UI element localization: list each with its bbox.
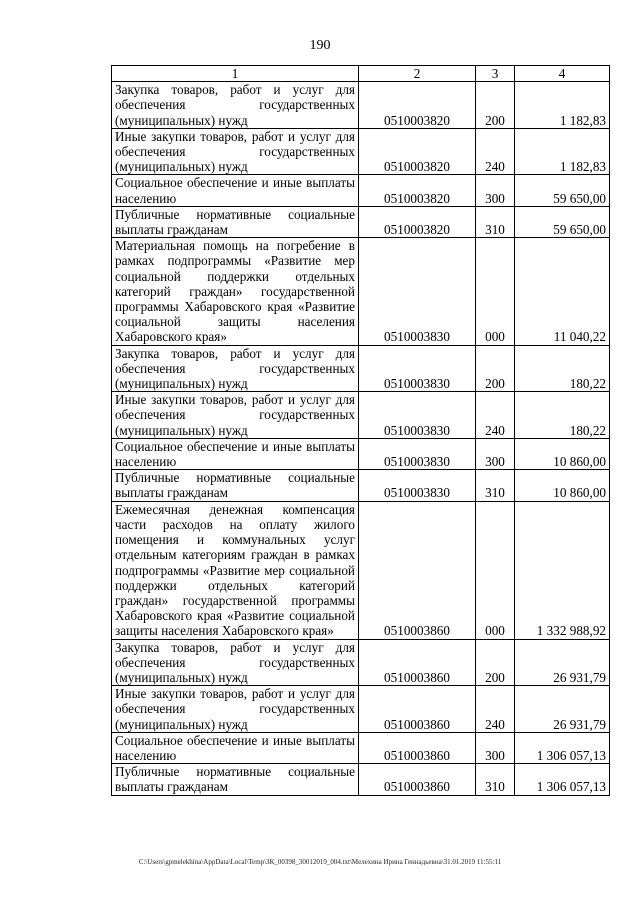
row-amount: 1 306 057,13 xyxy=(515,764,610,795)
budget-table xyxy=(111,65,610,796)
row-target-code: 0510003820 xyxy=(359,128,476,175)
row-amount: 26 931,79 xyxy=(515,686,610,733)
row-target-code: 0510003860 xyxy=(359,686,476,733)
row-expense-type: 000 xyxy=(476,501,515,639)
row-amount: 59 650,00 xyxy=(515,206,610,237)
row-target-code: 0510003860 xyxy=(359,501,476,639)
table-row xyxy=(112,206,610,237)
row-amount: 26 931,79 xyxy=(515,639,610,686)
table-row xyxy=(112,501,610,639)
row-amount: 180,22 xyxy=(515,392,610,439)
table-row xyxy=(112,732,610,763)
row-name: Закупка товаров, работ и услуг для обеспечения государственных (муниципальных) нужд xyxy=(112,82,359,129)
row-amount: 1 332 988,92 xyxy=(515,501,610,639)
row-target-code: 0510003830 xyxy=(359,345,476,392)
row-name: Публичные нормативные социальные выплаты гражданам xyxy=(112,470,359,501)
column-header-1: 1 xyxy=(112,66,359,82)
row-target-code: 0510003830 xyxy=(359,438,476,469)
table-row xyxy=(112,128,610,175)
row-expense-type: 310 xyxy=(476,206,515,237)
row-expense-type: 200 xyxy=(476,82,515,129)
row-name: Иные закупки товаров, работ и услуг для обеспечения государственных (муниципальных) нужд xyxy=(112,392,359,439)
table-row xyxy=(112,470,610,501)
table-row xyxy=(112,392,610,439)
page-number: 190 xyxy=(309,38,331,53)
row-expense-type: 200 xyxy=(476,345,515,392)
row-target-code: 0510003860 xyxy=(359,764,476,795)
table-row xyxy=(112,438,610,469)
row-target-code: 0510003860 xyxy=(359,732,476,763)
row-expense-type: 300 xyxy=(476,732,515,763)
row-amount: 1 306 057,13 xyxy=(515,732,610,763)
row-name: Иные закупки товаров, работ и услуг для обеспечения государственных (муниципальных) нужд xyxy=(112,686,359,733)
row-target-code: 0510003820 xyxy=(359,206,476,237)
table-row xyxy=(112,345,610,392)
row-name: Ежемесячная денежная компенсация части расходов на оплату жилого помещения и коммунальных услуг отдельным категориям граждан в рамках подпрограммы «Развитие мер социальной поддержки отдельных категорий граждан» государственной программы Хабаровского края «Развитие социальной защиты населения Хабаровского края» xyxy=(112,501,359,639)
row-name: Социальное обеспечение и иные выплаты населению xyxy=(112,438,359,469)
row-name: Публичные нормативные социальные выплаты гражданам xyxy=(112,206,359,237)
row-name: Закупка товаров, работ и услуг для обеспечения государственных (муниципальных) нужд xyxy=(112,345,359,392)
row-target-code: 0510003830 xyxy=(359,392,476,439)
row-name: Публичные нормативные социальные выплаты гражданам xyxy=(112,764,359,795)
row-target-code: 0510003820 xyxy=(359,175,476,206)
row-target-code: 0510003830 xyxy=(359,470,476,501)
row-name: Материальная помощь на погребение в рамках подпрограммы «Развитие мер социальной поддержки отдельных категорий граждан» государственной программы Хабаровского края «Развитие социальной защиты населения Хабаровского края» xyxy=(112,238,359,345)
row-expense-type: 240 xyxy=(476,686,515,733)
table-body xyxy=(112,82,610,795)
column-header-4: 4 xyxy=(515,66,610,82)
row-amount: 59 650,00 xyxy=(515,175,610,206)
table-row xyxy=(112,686,610,733)
row-target-code: 0510003860 xyxy=(359,639,476,686)
row-expense-type: 310 xyxy=(476,470,515,501)
table-row xyxy=(112,82,610,129)
row-amount: 180,22 xyxy=(515,345,610,392)
row-target-code: 0510003830 xyxy=(359,238,476,345)
footer-file-path: C:\Users\gpmelekhina\AppData\Local\Temp\ЗК_00398_30012019_004.txt\Мелехина Ирина Геннадьевна\31.01.2019 11:55:11 xyxy=(138,858,502,866)
column-header-3: 3 xyxy=(476,66,515,82)
row-expense-type: 200 xyxy=(476,639,515,686)
row-amount: 10 860,00 xyxy=(515,438,610,469)
row-expense-type: 300 xyxy=(476,438,515,469)
row-expense-type: 000 xyxy=(476,238,515,345)
row-target-code: 0510003820 xyxy=(359,82,476,129)
row-expense-type: 310 xyxy=(476,764,515,795)
row-amount: 1 182,83 xyxy=(515,128,610,175)
row-name: Закупка товаров, работ и услуг для обеспечения государственных (муниципальных) нужд xyxy=(112,639,359,686)
row-expense-type: 240 xyxy=(476,128,515,175)
row-expense-type: 240 xyxy=(476,392,515,439)
row-name: Социальное обеспечение и иные выплаты населению xyxy=(112,732,359,763)
row-amount: 1 182,83 xyxy=(515,82,610,129)
column-header-2: 2 xyxy=(359,66,476,82)
row-name: Иные закупки товаров, работ и услуг для обеспечения государственных (муниципальных) нужд xyxy=(112,128,359,175)
table-header-row xyxy=(112,66,610,82)
table-row xyxy=(112,764,610,795)
row-expense-type: 300 xyxy=(476,175,515,206)
row-amount: 10 860,00 xyxy=(515,470,610,501)
table-row xyxy=(112,639,610,686)
table-row xyxy=(112,238,610,345)
table-row xyxy=(112,175,610,206)
row-amount: 11 040,22 xyxy=(515,238,610,345)
row-name: Социальное обеспечение и иные выплаты населению xyxy=(112,175,359,206)
